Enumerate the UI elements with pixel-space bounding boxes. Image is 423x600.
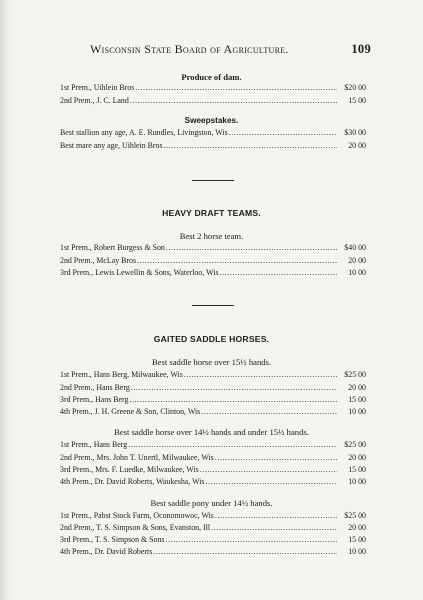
table-row: [60, 383, 366, 394]
entry-amount: 10 00: [348, 407, 366, 416]
entry-amount: 15 00: [348, 535, 366, 544]
gaited-group-subheading: Best saddle horse over 15½ hands.: [151, 357, 272, 367]
table-row: [60, 395, 366, 406]
table-row: [60, 477, 366, 488]
entry-amount: $25 00: [344, 511, 366, 520]
entry-label: 2nd Prem., T. S. Simpson & Sons, Evanston, Ill: [60, 523, 211, 532]
leader-dots: [129, 395, 337, 404]
page-number: 109: [351, 42, 371, 56]
table-row: [60, 547, 366, 558]
leader-dots: [201, 407, 337, 416]
entry-label: 2nd Prem., Mrs. John T. Unertl, Milwaukee, Wis: [60, 453, 214, 462]
table-row: [60, 407, 366, 418]
table-row: [60, 535, 366, 546]
leader-dots: [211, 523, 337, 532]
entry-label: 1st Prem., Hans Berg, Milwaukee, Wis: [60, 370, 183, 379]
entry-amount: 10 00: [348, 477, 366, 486]
entry-label: Best mare any age, Uihlein Bros: [60, 141, 163, 150]
table-row: [60, 83, 366, 94]
section-divider: [192, 180, 234, 181]
entry-label: 1st Prem., Robert Burgess & Son: [60, 243, 165, 252]
header-title: Wisconsin State Board of Agriculture.: [90, 42, 289, 56]
entry-label: 3rd Prem., Hans Berg: [60, 395, 129, 404]
leader-dots: [137, 256, 337, 265]
heavy-draft-subheading: Best 2 horse team.: [179, 231, 244, 241]
table-row: [60, 243, 366, 254]
entry-amount: 20 00: [348, 523, 366, 532]
leader-dots: [153, 547, 337, 556]
entry-label: 4th Prem., Dr. David Roberts: [60, 547, 153, 556]
entry-amount: 10 00: [348, 268, 366, 277]
entry-label: 3rd Prem., Lewis Lewellin & Sons, Waterloo, Wis: [60, 268, 219, 277]
entry-amount: 15 00: [348, 395, 366, 404]
entry-amount: $25 00: [344, 440, 366, 449]
entry-label: 1st Prem., Pabst Stock Farm, Oconomowoc, Wis: [60, 511, 214, 520]
entry-label: 1st Prem., Uihlein Bros: [60, 83, 135, 92]
entry-label: 3rd Prem., Mrs. F. Luedke, Milwaukee, Wis: [60, 465, 199, 474]
sweepstakes-heading: Sweepstakes.: [184, 116, 239, 125]
entry-amount: $30 00: [344, 128, 366, 137]
table-row: [60, 511, 366, 522]
entry-label: 4th Prem., Dr. David Roberts, Waukesha, Wis: [60, 477, 205, 486]
section-divider: [192, 305, 234, 306]
table-row: [60, 465, 366, 476]
table-row: [60, 268, 366, 279]
table-row: [60, 96, 366, 107]
leader-dots: [200, 465, 337, 474]
entry-amount: 20 00: [348, 256, 366, 265]
leader-dots: [166, 535, 338, 544]
leader-dots: [215, 453, 337, 462]
entry-amount: 15 00: [348, 96, 366, 105]
page-edge-shadow: [0, 0, 10, 600]
leader-dots: [128, 440, 337, 449]
entry-label: 1st Prem., Hans Berg: [60, 440, 128, 449]
leader-dots: [131, 383, 337, 392]
leader-dots: [220, 268, 337, 277]
entry-amount: $40 00: [344, 243, 366, 252]
entry-amount: 15 00: [348, 465, 366, 474]
heavy-draft-heading: HEAVY DRAFT TEAMS.: [162, 208, 261, 218]
entry-label: 4th Prem., J. H. Greene & Son, Clinton, Wis: [60, 407, 201, 416]
leader-dots: [135, 83, 337, 92]
entry-label: 3rd Prem., T. S. Simpson & Sons: [60, 535, 165, 544]
entry-amount: $25 00: [344, 370, 366, 379]
table-row: [60, 128, 366, 139]
entry-amount: 20 00: [348, 453, 366, 462]
table-row: [60, 256, 366, 267]
leader-dots: [206, 477, 338, 486]
leader-dots: [215, 511, 337, 520]
table-row: [60, 440, 366, 451]
entry-amount: $20 00: [344, 83, 366, 92]
table-row: [60, 370, 366, 381]
entry-amount: 20 00: [348, 383, 366, 392]
leader-dots: [184, 370, 337, 379]
gaited-group-subheading: Best saddle horse over 14½ hands and under 15½ hands.: [114, 427, 309, 437]
entry-label: 2nd Prem., Hans Berg: [60, 383, 130, 392]
entry-amount: 10 00: [348, 547, 366, 556]
entry-label: 2nd Prem., J. C. Land: [60, 96, 129, 105]
gaited-saddle-heading: GAITED SADDLE HORSES.: [153, 334, 270, 344]
table-row: [60, 141, 366, 152]
entry-label: Best stallion any age, A. E. Rundles, Livingston, Wis: [60, 128, 228, 137]
leader-dots: [130, 96, 337, 105]
table-row: [60, 523, 366, 534]
entry-amount: 20 00: [348, 141, 366, 150]
leader-dots: [229, 128, 337, 137]
table-row: [60, 453, 366, 464]
leader-dots: [166, 243, 337, 252]
gaited-group-subheading: Best saddle pony under 14½ hands.: [150, 498, 273, 508]
produce-of-dam-heading: Produce of dam.: [181, 72, 242, 82]
entry-label: 2nd Prem., McLay Bros: [60, 256, 137, 265]
leader-dots: [164, 141, 337, 150]
